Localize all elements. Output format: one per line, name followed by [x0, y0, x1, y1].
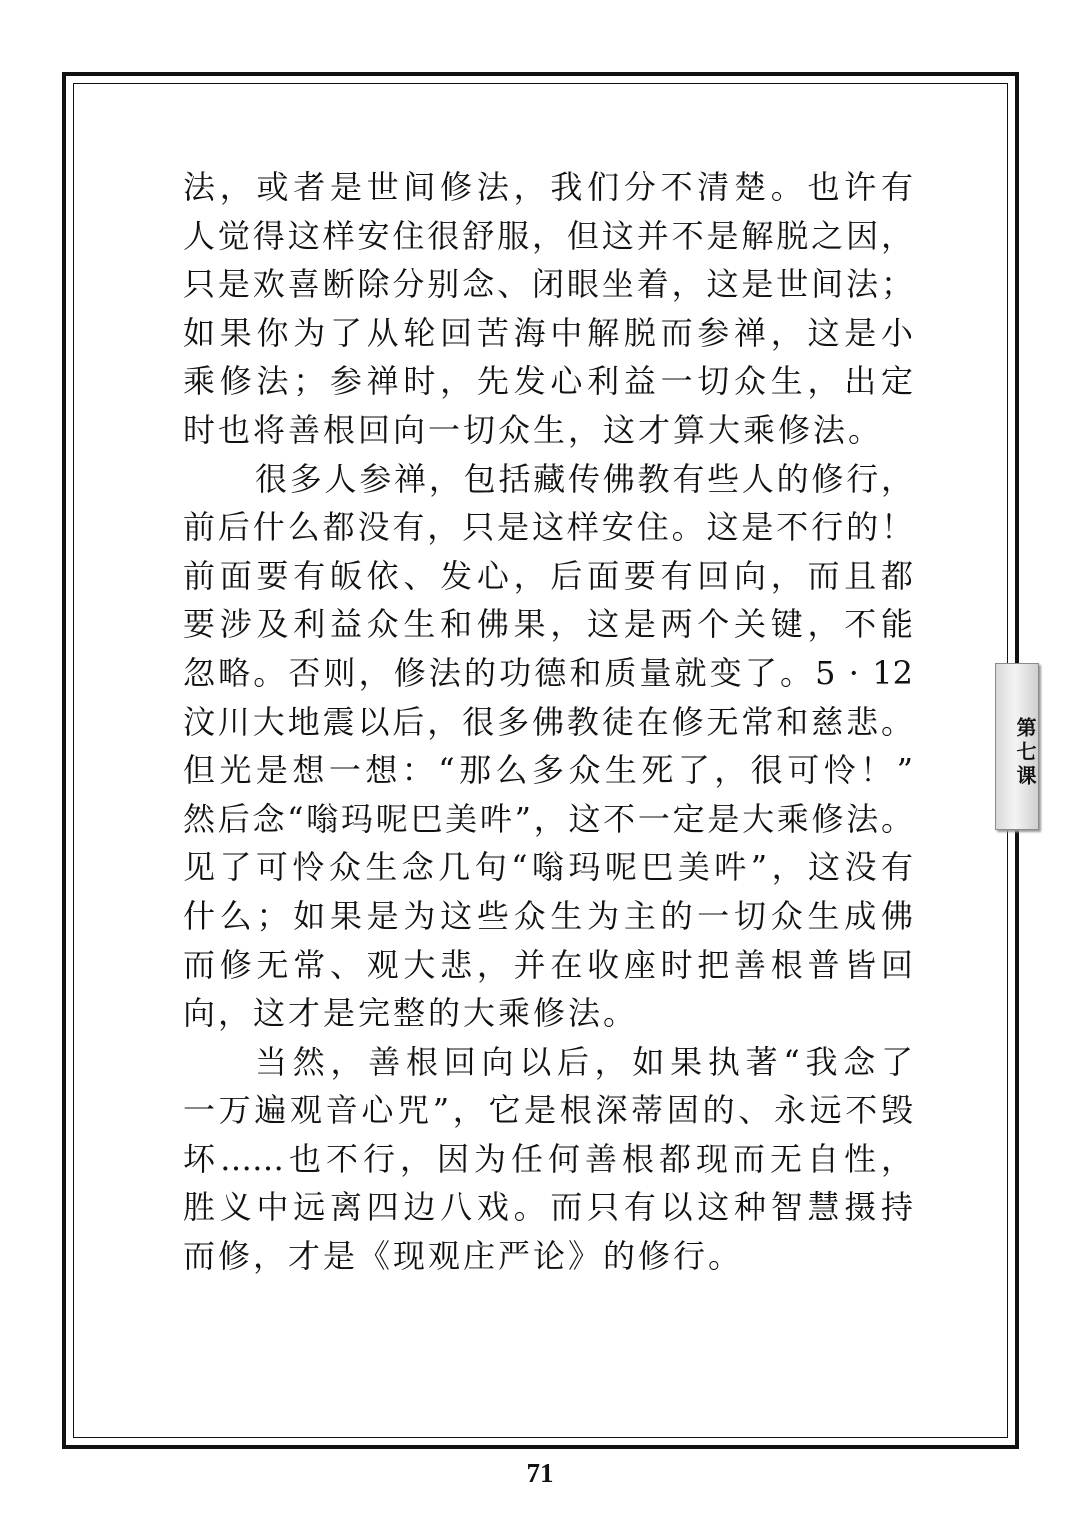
text-line: 向，这才是完整的大乘修法。 — [183, 994, 639, 1033]
chapter-side-tab — [995, 663, 1039, 830]
text-line: 法，或者是世间修法，我们分不清楚。也许有 — [183, 168, 913, 206]
body-text — [183, 163, 913, 1281]
text-line: 而修无常、观大悲，并在收座时把善根普皆回 — [183, 945, 913, 984]
text-line: 乘修法；参禅时，先发心利益一切众生，出定 — [183, 362, 913, 401]
text-line: 前后什么都没有，只是这样安住。这是不行的！ — [183, 508, 913, 547]
text-line: 但光是想一想：“那么多众生死了，很可怜！” — [183, 751, 913, 790]
text-line: 前面要有皈依、发心，后面要有回向，而且都 — [183, 556, 913, 595]
text-line: 时也将善根回向一切众生，这才算大乘修法。 — [183, 410, 884, 449]
text-line: 坏……也不行，因为任何善根都现而无自性， — [183, 1139, 913, 1178]
text-line: 人觉得这样安住很舒服，但这并不是解脱之因， — [183, 216, 913, 255]
text-line: 而修，才是《现观庄严论》的修行。 — [183, 1237, 744, 1276]
text-line: 忽略。否则，修法的功德和质量就变了。5 · 12 — [183, 653, 913, 692]
text-line: 汶川大地震以后，很多佛教徒在修无常和慈悲。 — [183, 702, 913, 741]
text-line: 只是欢喜断除分别念、闭眼坐着，这是世间法； — [183, 265, 913, 304]
text-line: 什么；如果是为这些众生为主的一切众生成佛 — [183, 896, 913, 935]
text-line: 要涉及利益众生和佛果，这是两个关键，不能 — [183, 605, 913, 644]
page-number: 71 — [526, 1458, 554, 1488]
text-line: 一万遍观音心咒”，它是根深蒂固的、永远不毁 — [183, 1091, 913, 1130]
text-line: 如果你为了从轮回苦海中解脱而参禅，这是小 — [183, 313, 913, 352]
text-line-paragraph-start: 很多人参禅，包括藏传佛教有些人的修行， — [255, 459, 913, 498]
chapter-side-tab-label: 第七课 — [1013, 717, 1037, 789]
text-line: 见了可怜众生念几句“嗡玛呢巴美吽”，这没有 — [183, 848, 913, 887]
text-line: 然后念“嗡玛呢巴美吽”，这不一定是大乘修法。 — [183, 799, 913, 838]
text-line: 胜义中远离四边八戏。而只有以这种智慧摄持 — [183, 1188, 913, 1227]
text-line-paragraph-start: 当然，善根回向以后，如果执著“我念了 — [255, 1042, 913, 1081]
